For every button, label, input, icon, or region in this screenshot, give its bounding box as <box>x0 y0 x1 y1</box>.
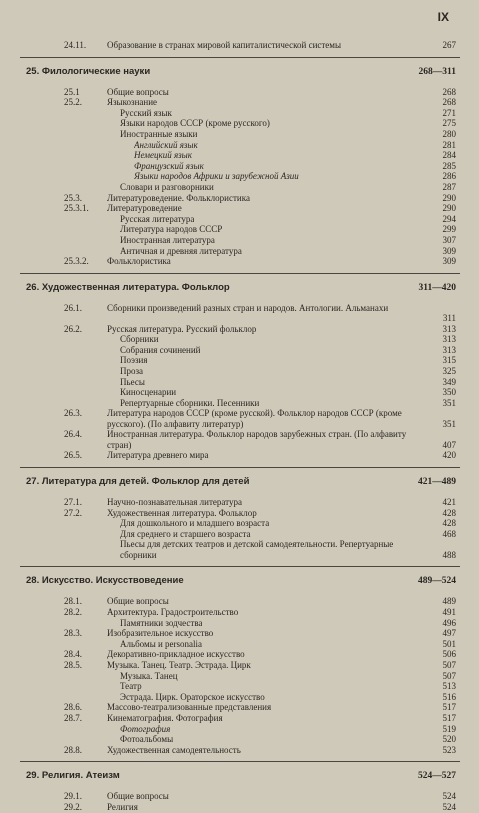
entry-title: Фотоальбомы <box>120 734 174 745</box>
toc-entry <box>20 182 460 193</box>
entry-page: 506 <box>442 649 456 660</box>
entry-title: Поэзия <box>120 355 148 366</box>
entry-page: 516 <box>442 691 456 702</box>
toc-entry <box>20 649 460 660</box>
spacer <box>20 489 460 497</box>
section-divider <box>20 273 460 274</box>
entry-number: 28.5. <box>64 659 82 670</box>
section-heading <box>20 475 460 489</box>
section-divider <box>20 761 460 762</box>
entry-page: 407 <box>442 440 456 451</box>
entry-title: Литература древнего мира <box>107 450 209 461</box>
entry-title: Проза <box>120 366 144 377</box>
entry-page: 489 <box>442 596 456 607</box>
entry-page: 496 <box>442 617 456 628</box>
entry-number: 25.2. <box>64 97 82 108</box>
entry-page: 351 <box>442 419 456 430</box>
entry-title: Театр <box>120 681 142 692</box>
toc-entry <box>20 671 460 682</box>
entry-page: 501 <box>442 638 456 649</box>
entry-title: Собрания сочинений <box>120 344 201 355</box>
table-of-contents <box>20 40 460 813</box>
toc-entry <box>20 681 460 692</box>
toc-entry <box>20 508 460 519</box>
entry-number: 28.2. <box>64 607 82 617</box>
entry-page: 524 <box>442 801 456 812</box>
entry-page: 351 <box>442 397 456 408</box>
entry-page: 313 <box>442 344 456 355</box>
entry-page: 497 <box>442 628 456 639</box>
entry-number: 28.4. <box>64 649 82 660</box>
toc-entry <box>20 713 460 724</box>
toc-entry <box>20 171 460 182</box>
toc-entry <box>20 618 460 629</box>
entry-number: 25.3.1. <box>64 203 89 214</box>
entry-title: Русская литература <box>120 213 195 224</box>
entry-page: 507 <box>442 659 456 670</box>
toc-entry <box>20 660 460 671</box>
toc-entry <box>20 87 460 98</box>
toc-entry <box>20 118 460 129</box>
entry-page: 284 <box>442 150 456 161</box>
entry-number: 26.1. <box>64 302 82 313</box>
toc-entry <box>20 214 460 225</box>
entry-title: Массово-театрализованные представления <box>107 702 272 713</box>
entry-page: 294 <box>442 213 456 224</box>
entry-title: Общие вопросы <box>107 791 169 802</box>
entry-page: 290 <box>442 192 456 203</box>
entry-title: Репертуарные сборники. Песенники <box>120 397 260 408</box>
entry-title: Пьесы <box>120 376 145 387</box>
entry-title: Иностранная литература <box>120 234 215 245</box>
entry-page: 517 <box>442 702 456 713</box>
entry-page: 313 <box>442 334 456 345</box>
entry-page: 523 <box>442 744 456 755</box>
entry-page: 290 <box>442 203 456 214</box>
entry-number: 27.2. <box>64 507 82 518</box>
toc-entry <box>20 724 460 735</box>
toc-entry <box>20 408 460 429</box>
section-divider <box>20 566 460 567</box>
entry-title: Художественная литература. Фольклор <box>107 507 257 518</box>
entry-title: Для дошкольного и младшего возраста <box>120 518 270 529</box>
entry-page: 350 <box>442 387 456 398</box>
toc-entry <box>20 235 460 246</box>
entry-title: Изобразительное искусство <box>107 628 214 639</box>
toc-entry <box>20 518 460 529</box>
entry-page: 287 <box>442 181 456 192</box>
entry-title: Фотография <box>120 723 171 734</box>
entry-page: 299 <box>442 224 456 235</box>
entry-page: 421 <box>442 497 456 508</box>
toc-entry <box>20 734 460 745</box>
section-divider <box>20 467 460 468</box>
entry-title: Русский язык <box>120 107 172 118</box>
entry-page: 271 <box>442 107 456 118</box>
entry-title: Сборники <box>120 334 159 345</box>
entry-title: Иностранные языки <box>120 128 198 139</box>
entry-title: Памятники зодчества <box>120 617 203 628</box>
entry-page: 286 <box>442 171 456 182</box>
entry-page: 428 <box>442 507 456 518</box>
toc-entry <box>20 529 460 540</box>
toc-entry <box>20 256 460 267</box>
entry-title: Французский язык <box>134 160 204 171</box>
entry-page: 519 <box>442 723 456 734</box>
entry-title: Античная и древняя литература <box>120 245 242 256</box>
entry-title: Художественная самодеятельность <box>107 744 241 755</box>
entry-title: Фольклористика <box>107 256 171 267</box>
entry-title: Языки народов Африки и зарубежной Азии <box>134 171 299 182</box>
entry-page: 309 <box>442 256 456 267</box>
toc-entry <box>20 497 460 508</box>
toc-entry <box>20 639 460 650</box>
entry-title: Пьесы для детских театров и детской самодеятельности. Репертуарные сборники <box>120 539 394 560</box>
entry-page: 268 <box>442 97 456 108</box>
entry-title: Эстрада. Цирк. Ораторское искусство <box>120 691 265 702</box>
toc-entry <box>20 366 460 377</box>
page-number: IX <box>437 10 449 24</box>
toc-entry <box>20 303 460 324</box>
toc-entry <box>20 377 460 388</box>
toc-entry <box>20 334 460 345</box>
toc-entry <box>20 429 460 450</box>
entry-title: Киносценарии <box>120 387 177 398</box>
entry-title: Образование в странах мировой капиталистической системы <box>107 40 342 50</box>
toc-entry <box>20 596 460 607</box>
entry-title: Общие вопросы <box>107 86 169 97</box>
entry-title: Словари и разговорники <box>120 181 214 192</box>
section-title: 29. Религия. Атеизм <box>26 770 120 782</box>
entry-page: 315 <box>442 355 456 366</box>
entry-page: 507 <box>442 670 456 681</box>
entry-number: 26.2. <box>64 323 82 334</box>
entry-title: Религия <box>107 801 138 812</box>
toc-entry <box>20 702 460 713</box>
toc-entry <box>20 628 460 639</box>
entry-title: Литературоведение. Фольклористика <box>107 192 250 203</box>
entry-number: 28.1. <box>64 596 82 607</box>
entry-page: 267 <box>442 40 456 50</box>
entry-number: 28.3. <box>64 628 82 639</box>
entry-number: 29.2. <box>64 801 82 812</box>
entry-title: Русская литература. Русский фольклор <box>107 323 257 334</box>
toc-entry <box>20 791 460 802</box>
section-title: 27. Литература для детей. Фольклор для детей <box>26 476 250 488</box>
section-pages: 524—527 <box>418 771 456 782</box>
entry-page: 307 <box>442 234 456 245</box>
entry-page: 491 <box>442 607 456 617</box>
entry-number: 25.1 <box>64 86 80 97</box>
section-divider <box>20 57 460 58</box>
entry-number: 28.7. <box>64 712 82 723</box>
entry-number: 27.1. <box>64 497 82 508</box>
entry-number: 28.8. <box>64 744 82 755</box>
entry-title: Языкознание <box>107 97 158 108</box>
toc-entry <box>20 450 460 461</box>
toc-entry <box>20 150 460 161</box>
entry-page: 468 <box>442 528 456 539</box>
entry-title: Языки народов СССР (кроме русского) <box>120 118 270 129</box>
entry-page: 349 <box>442 376 456 387</box>
toc-entry <box>20 97 460 108</box>
entry-page: 311 <box>442 313 456 324</box>
toc-entry <box>20 161 460 172</box>
entry-title: Для среднего и старшего возраста <box>120 528 251 539</box>
entry-title: Литература народов СССР (кроме русской). Фольклор народов СССР (кроме русского). (По алфавиту литератур) <box>107 408 402 429</box>
entry-title: Иностранная литература. Фольклор народов зарубежных стран. (По алфавиту стран) <box>107 429 407 450</box>
section-pages: 421—489 <box>418 477 456 488</box>
section-heading <box>20 769 460 783</box>
spacer <box>20 588 460 596</box>
section-pages: 268—311 <box>418 66 456 77</box>
toc-entry <box>20 692 460 703</box>
entry-page: 428 <box>442 518 456 529</box>
toc-entry <box>20 398 460 409</box>
section-pages: 489—524 <box>418 576 456 587</box>
toc-entry <box>20 129 460 140</box>
entry-number: 26.4. <box>64 429 82 440</box>
toc-entry <box>20 193 460 204</box>
entry-page: 275 <box>442 118 456 129</box>
entry-page: 280 <box>442 128 456 139</box>
toc-entry <box>20 224 460 235</box>
toc-entry <box>20 203 460 214</box>
section-pages: 311—420 <box>418 282 456 293</box>
spacer <box>20 295 460 303</box>
entry-page: 488 <box>442 550 456 560</box>
entry-title: Литература народов СССР <box>120 224 223 235</box>
entry-number: 24.11. <box>64 40 87 50</box>
section-heading <box>20 281 460 295</box>
toc-entry <box>20 745 460 756</box>
entry-number: 26.5. <box>64 450 82 461</box>
entry-number: 25.3. <box>64 192 82 203</box>
entry-title: Общие вопросы <box>107 596 169 607</box>
toc-entry <box>20 140 460 151</box>
toc-entry <box>20 324 460 335</box>
entry-title: Литературоведение <box>107 203 182 214</box>
entry-page: 309 <box>442 245 456 256</box>
toc-entry <box>20 246 460 257</box>
toc-entry <box>20 802 460 813</box>
entry-page: 420 <box>442 450 456 461</box>
entry-page: 268 <box>442 86 456 97</box>
entry-number: 28.6. <box>64 702 82 713</box>
entry-page: 325 <box>442 366 456 377</box>
entry-title: Научно-познавательная литература <box>107 497 242 508</box>
toc-entry <box>20 607 460 618</box>
entry-title: Музыка. Танец. Театр. Эстрада. Цирк <box>107 659 251 670</box>
entry-page: 524 <box>442 791 456 802</box>
entry-title: Сборники произведений разных стран и народов. Антологии. Альманахи <box>107 302 389 313</box>
toc-entry <box>20 345 460 356</box>
section-heading <box>20 574 460 588</box>
section-heading <box>20 65 460 79</box>
entry-page: 281 <box>442 139 456 150</box>
toc-entry <box>20 387 460 398</box>
entry-page: 285 <box>442 160 456 171</box>
entry-number: 25.3.2. <box>64 256 89 267</box>
toc-entry <box>20 40 460 51</box>
entry-title: Кинематография. Фотография <box>107 712 223 723</box>
entry-title: Музыка. Танец <box>120 670 178 681</box>
entry-page: 513 <box>442 681 456 692</box>
spacer <box>20 783 460 791</box>
entry-number: 29.1. <box>64 791 82 802</box>
entry-title: Альбомы и personalia <box>120 638 203 649</box>
entry-title: Английский язык <box>134 139 198 150</box>
entry-page: 313 <box>442 323 456 334</box>
entry-title: Декоративно-прикладное искусство <box>107 649 245 660</box>
toc-entry <box>20 355 460 366</box>
toc-entry <box>20 539 460 560</box>
toc-entry <box>20 108 460 119</box>
entry-number: 26.3. <box>64 408 82 419</box>
section-title: 28. Искусство. Искусствоведение <box>26 575 184 587</box>
entry-page: 517 <box>442 712 456 723</box>
section-title: 26. Художественная литература. Фольклор <box>26 281 230 293</box>
entry-page: 520 <box>442 734 456 745</box>
section-title: 25. Филологические науки <box>26 65 151 77</box>
entry-title: Немецкий язык <box>134 150 192 161</box>
spacer <box>20 79 460 87</box>
entry-title: Архитектура. Градостроительство <box>107 607 239 617</box>
